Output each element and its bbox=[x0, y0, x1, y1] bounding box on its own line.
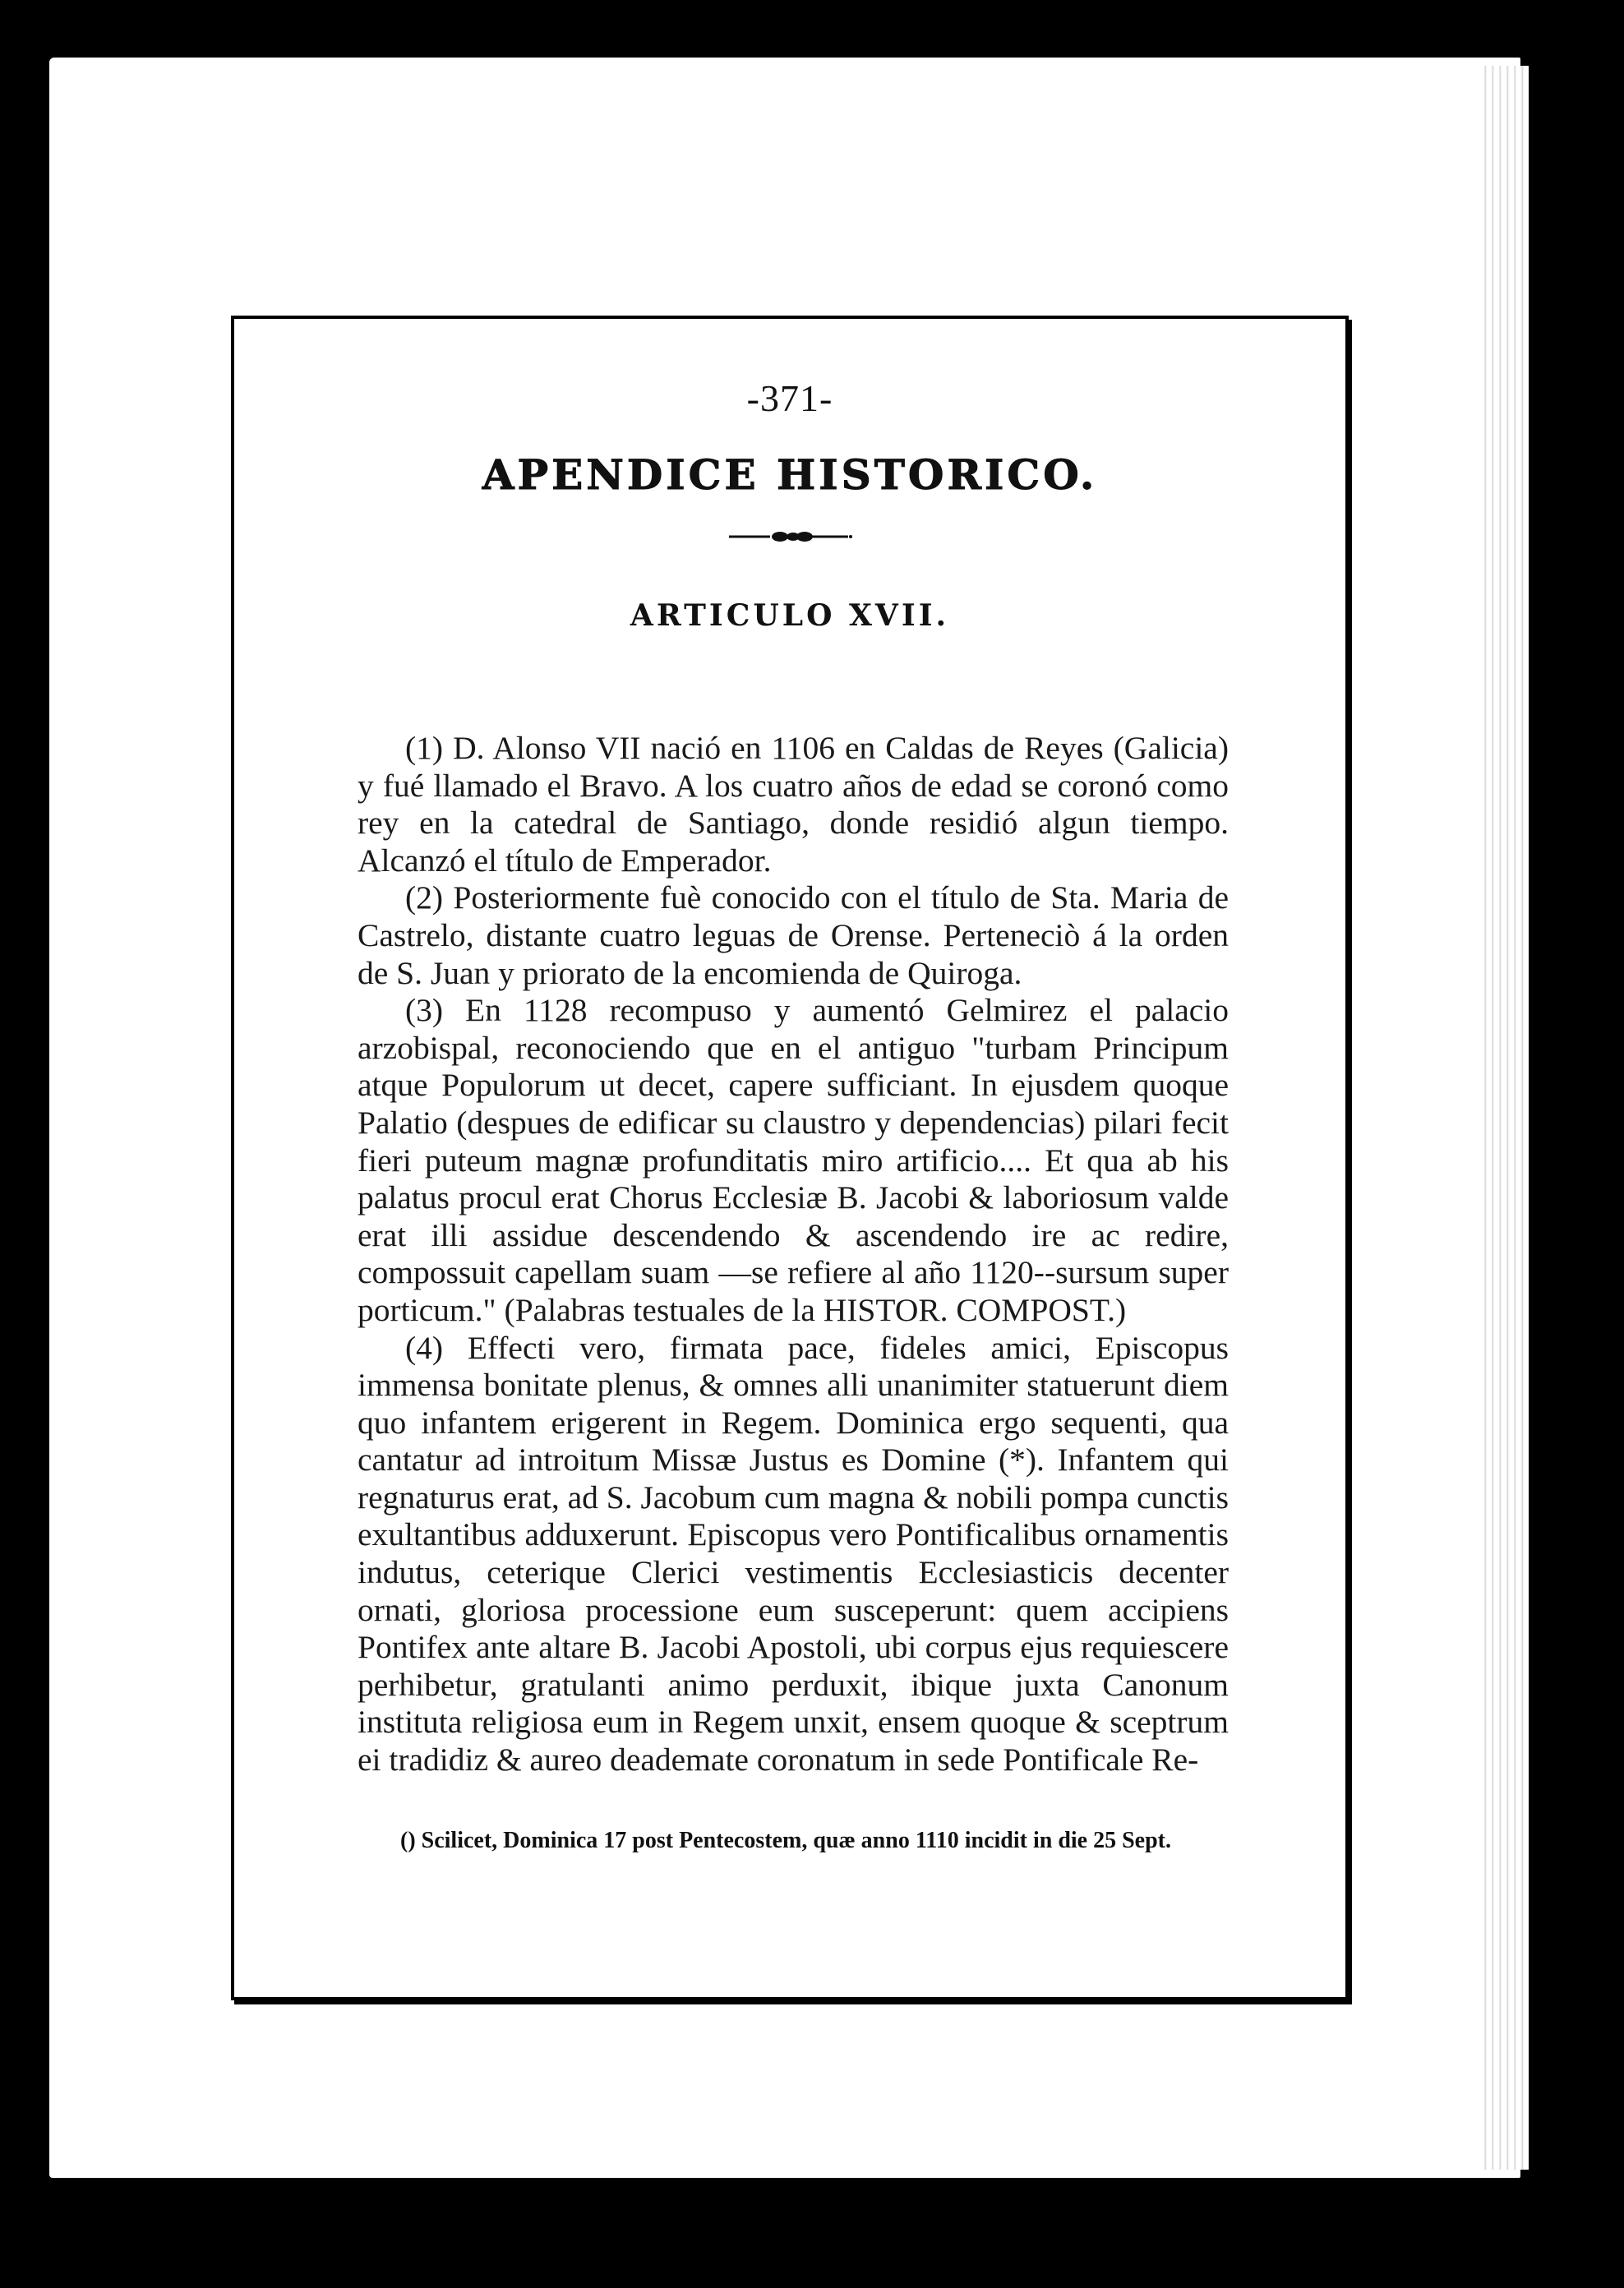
paragraph-3: (3) En 1128 recompuso y aumentó Gelmirez el palacio arzobispal, reconociendo que en el antiguo "turbam Principum atque Populorum ut decet, capere sufficiant. In ejusdem quoque Palatio (despues de edificar su claustro y dependencias) pilari fecit fieri puteum magnæ profunditatis miro artificio.... Et qua ab his palatus procul erat Chorus Ecclesiæ B. Jacobi & laboriosum valde erat illi assidue descendendo & ascendendo ire ac redire, compossuit capellam suam —se refiere al año 1120--sursum super porticum." (Palabras testuales de la HISTOR. COMPOST.) bbox=[358, 992, 1229, 1328]
paragraph-4: (4) Effecti vero, firmata pace, fideles amici, Episcopus immensa bonitate plenus, & omnes alli unanimiter statuerunt diem quo infantem erigerent in Regem. Dominica ergo sequenti, qua cantatur ad introitum Missæ Justus es Domine (*). Infantem qui regnaturus erat, ad S. Jacobum cum magna & nobili pompa cunctis exultantibus adduxerunt. Episcopus vero Pontificalibus ornamentis indutus, ceterique Clerici vestimentis Ecclesiasticis decenter ornati, gloriosa processione eum susceperunt: quem accipiens Pontifex ante altare B. Jacobi Apostoli, ubi corpus ejus requiescere perhibetur, gratulanti animo perduxit, ibique juxta Canonum instituta religiosa eum in Regem unxit, ensem quoque & sceptrum ei tradidiz & aureo deademate coronatum in sede Pontificale Re- bbox=[358, 1329, 1229, 1778]
section-title: APENDICE HISTORICO. bbox=[482, 450, 1098, 499]
paragraph-1: (1) D. Alonso VII nació en 1106 en Caldas de Reyes (Galicia) y fué llamado el Bravo. A los cuatro años de edad se coronó como rey en la catedral de Santiago, donde residió algun tiempo. Alcanzó el título de Emperador. bbox=[358, 730, 1229, 879]
body-text bbox=[358, 730, 1229, 1779]
footnote bbox=[358, 1827, 1229, 1855]
page-stack-edge bbox=[1479, 66, 1529, 2170]
footnote-text: () Scilicet, Dominica 17 post Pentecostem, quæ anno 1110 incidit in die 25 Sept. bbox=[400, 1828, 1171, 1853]
bottom-border bbox=[0, 2194, 1624, 2288]
page-frame bbox=[231, 316, 1349, 2000]
page-number: -371- bbox=[746, 377, 833, 419]
paragraph-2: (2) Posteriormente fuè conocido con el título de Sta. Maria de Castrelo, distante cuatro leguas de Orense. Perteneciò á la orden de S. Juan y priorato de la encomienda de Quiroga. bbox=[358, 879, 1229, 991]
article-title: ARTICULO XVII. bbox=[630, 598, 950, 633]
page-sheet bbox=[49, 58, 1520, 2178]
ornament-divider bbox=[729, 528, 852, 545]
